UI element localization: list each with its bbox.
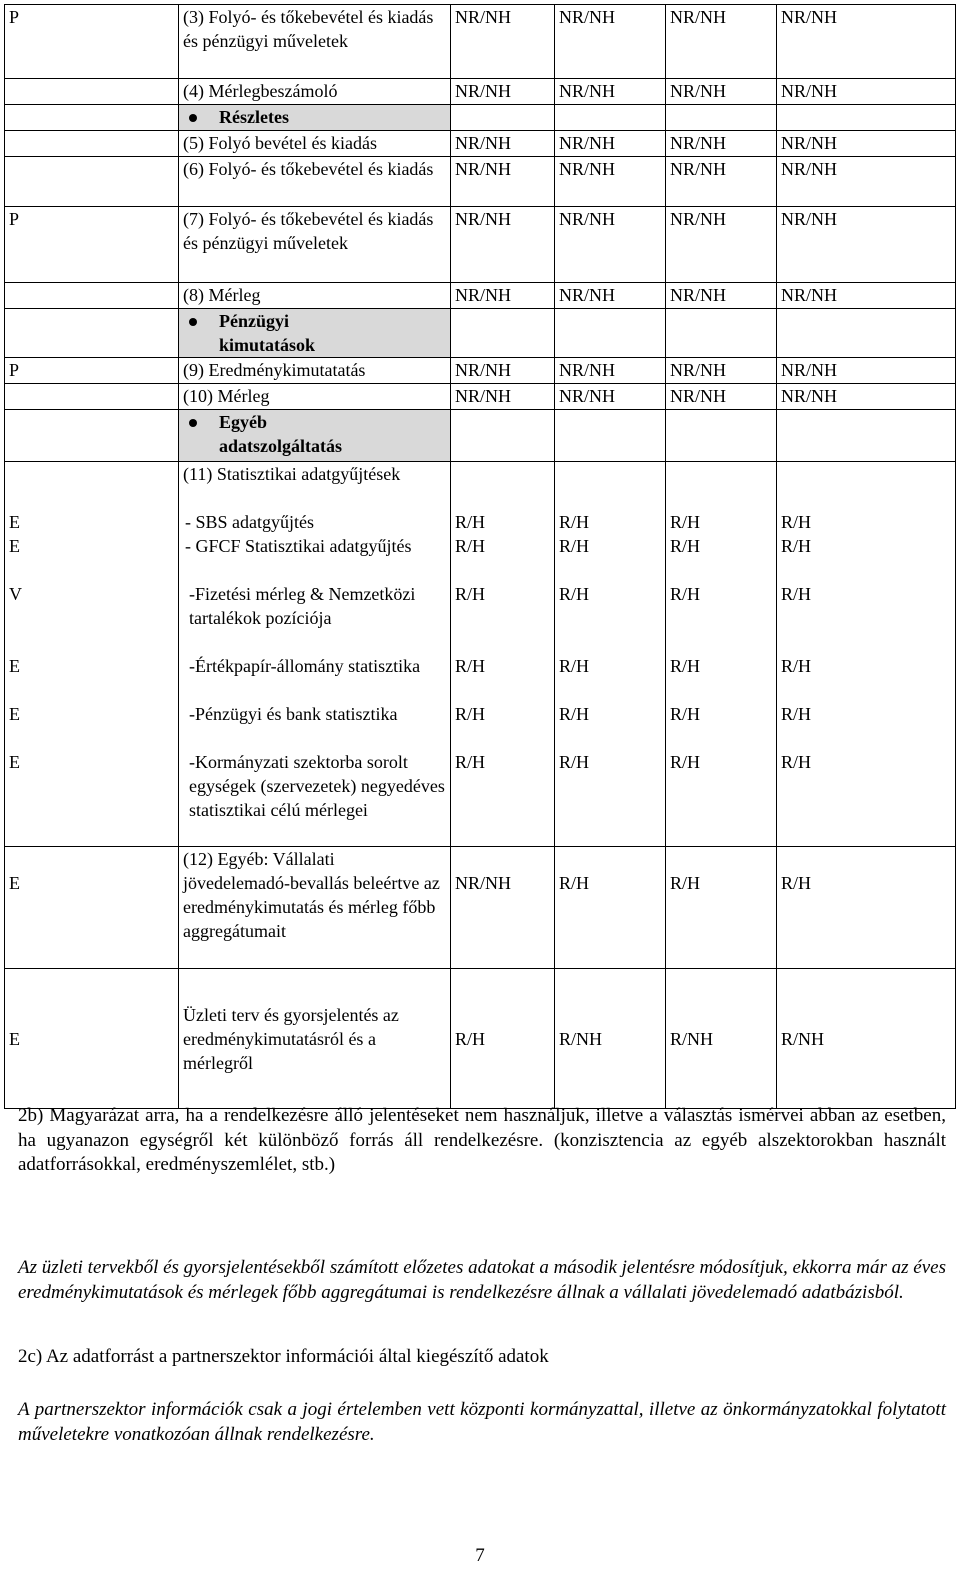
value-label: R/H — [455, 656, 486, 676]
statistics-item-label: -Fizetési mérleg & Nemzetközi tartalékok pozíciója — [189, 584, 416, 628]
paragraph-2b: 2b) Magyarázat arra, ha a rendelkezésre álló jelentéseket nem használjuk, illetve a választás ismérvei abban az esetben, ha ugyanazon egységről két különböző forrás áll rendelkezésre. (konzisztencia az egyéb alszektorokban használt adatforrásokkal, eredményszemlélet, stb.) — [18, 1105, 946, 1175]
value-cell: NR/NH — [666, 358, 777, 384]
value-cell: R/H — [451, 969, 555, 1109]
value-cell: NR/NH — [777, 157, 956, 207]
value-cell: NR/NH — [777, 207, 956, 283]
value-label: R/H — [559, 656, 590, 676]
value-cell: NR/NH — [451, 283, 555, 309]
table-row — [5, 207, 956, 283]
empty-cell — [451, 105, 555, 131]
section-header-cell — [179, 105, 451, 131]
value-label: R/H — [559, 752, 590, 772]
value-label: R/H — [670, 704, 701, 724]
value-cell: NR/NH — [451, 131, 555, 157]
value-cell: NR/NH — [451, 847, 555, 969]
section-header-label: Részletes — [219, 107, 289, 127]
value-cell: NR/NH — [666, 384, 777, 410]
value-cell: NR/NH — [777, 384, 956, 410]
statistics-block-title: (11) Statisztikai adatgyűjtések — [183, 464, 401, 484]
flag-cell — [5, 462, 179, 847]
value-cell: NR/NH — [666, 131, 777, 157]
empty-cell — [666, 410, 777, 462]
value-label: R/H — [559, 704, 590, 724]
label-cell: Üzleti terv és gyorsjelentés az eredménykimutatásról és a mérlegről — [179, 969, 451, 1109]
empty-cell — [555, 105, 666, 131]
value-label: R/H — [781, 752, 812, 772]
flag-cell — [5, 157, 179, 207]
flag-cell: P — [5, 358, 179, 384]
value-cell — [555, 462, 666, 847]
label-cell: (7) Folyó- és tőkebevétel és kiadás és pénzügyi műveletek — [179, 207, 451, 283]
flag-cell — [5, 105, 179, 131]
value-label: R/H — [670, 752, 701, 772]
table-row — [5, 358, 956, 384]
spacer — [559, 462, 661, 510]
value-label: R/H — [781, 512, 812, 532]
flag-cell — [5, 79, 179, 105]
section-header-cell — [179, 410, 451, 462]
flag-cell: P — [5, 5, 179, 79]
table-row — [5, 5, 956, 79]
value-cell — [777, 462, 956, 847]
section-header-label: Egyéb adatszolgáltatás — [219, 412, 342, 456]
value-cell — [451, 462, 555, 847]
value-cell: NR/NH — [555, 79, 666, 105]
flag-label: E — [9, 704, 20, 724]
value-cell: NR/NH — [666, 283, 777, 309]
value-cell: NR/NH — [555, 384, 666, 410]
label-cell: (12) Egyéb: Vállalati jövedelemadó-bevallás beleértve az eredménykimutatás és mérleg főbb aggregátumait — [179, 847, 451, 969]
value-cell: NR/NH — [777, 5, 956, 79]
section-header-row — [5, 309, 956, 358]
section-header-cell — [179, 309, 451, 358]
empty-cell — [777, 410, 956, 462]
paragraph-2c: 2c) Az adatforrást a partnerszektor információi által kiegészítő adatok — [18, 1346, 549, 1367]
empty-cell — [555, 309, 666, 358]
value-cell: NR/NH — [666, 207, 777, 283]
label-cell: (4) Mérlegbeszámoló — [179, 79, 451, 105]
value-label: R/H — [455, 584, 486, 604]
empty-cell — [777, 105, 956, 131]
flag-cell — [5, 384, 179, 410]
value-cell: R/H — [555, 847, 666, 969]
value-cell: NR/NH — [555, 207, 666, 283]
flag-label: E — [9, 536, 20, 556]
value-cell: NR/NH — [555, 358, 666, 384]
value-cell: NR/NH — [451, 384, 555, 410]
value-cell: NR/NH — [451, 5, 555, 79]
statistics-item-label: - GFCF Statisztikai adatgyűjtés — [185, 536, 412, 556]
value-cell: NR/NH — [555, 283, 666, 309]
flag-label: V — [9, 584, 22, 604]
value-cell: NR/NH — [777, 131, 956, 157]
value-cell: NR/NH — [555, 157, 666, 207]
value-label: R/H — [559, 512, 590, 532]
value-label: R/H — [455, 512, 486, 532]
section-header-row — [5, 410, 956, 462]
value-label: R/H — [670, 536, 701, 556]
value-label: R/H — [670, 512, 701, 532]
source-table — [4, 4, 956, 1109]
spacer — [455, 462, 550, 510]
flag-label: E — [9, 656, 20, 676]
flag-label: E — [9, 512, 20, 532]
empty-cell — [451, 410, 555, 462]
value-label: R/H — [670, 656, 701, 676]
value-cell: NR/NH — [777, 283, 956, 309]
label-cell: (10) Mérleg — [179, 384, 451, 410]
table-row — [5, 969, 956, 1109]
spacer — [670, 462, 772, 510]
value-label: R/H — [559, 536, 590, 556]
value-cell: NR/NH — [777, 79, 956, 105]
label-cell: (8) Mérleg — [179, 283, 451, 309]
empty-cell — [777, 309, 956, 358]
value-cell: NR/NH — [451, 207, 555, 283]
section-header-label: Pénzügyi kimutatások — [219, 311, 316, 355]
value-label: R/H — [455, 704, 486, 724]
statistics-item-label: -Értékpapír-állomány statisztika — [189, 656, 421, 676]
value-cell: R/NH — [666, 969, 777, 1109]
value-cell: NR/NH — [451, 79, 555, 105]
section-header-row — [5, 105, 956, 131]
table-row — [5, 847, 956, 969]
table-row — [5, 131, 956, 157]
value-cell: NR/NH — [666, 157, 777, 207]
empty-cell — [555, 410, 666, 462]
value-label: R/H — [781, 656, 812, 676]
value-cell: R/H — [666, 847, 777, 969]
flag-cell: E — [5, 969, 179, 1109]
flag-cell — [5, 131, 179, 157]
value-label: R/H — [781, 584, 812, 604]
statistics-item-label: - SBS adatgyűjtés — [185, 512, 314, 532]
spacer — [781, 462, 951, 510]
value-cell — [666, 462, 777, 847]
label-cell: (6) Folyó- és tőkebevétel és kiadás — [179, 157, 451, 207]
spacer — [9, 462, 174, 510]
value-cell: NR/NH — [777, 358, 956, 384]
empty-cell — [666, 105, 777, 131]
page-number: 7 — [475, 1545, 485, 1566]
statistics-item-label: -Pénzügyi és bank statisztika — [189, 704, 398, 724]
value-label: R/H — [455, 536, 486, 556]
value-cell: NR/NH — [555, 5, 666, 79]
value-label: R/H — [455, 752, 486, 772]
value-cell: NR/NH — [451, 358, 555, 384]
paragraph-2b-answer: Az üzleti tervekből és gyorsjelentésekből számított előzetes adatokat a második jelentésre módosítjuk, ekkorra már az éves eredménykimutatások és mérlegek főbb aggregátumai is rendelkezésre állnak a vállalati jövedelemadó adatbázisból. — [18, 1257, 946, 1303]
flag-cell — [5, 309, 179, 358]
value-cell: R/NH — [777, 969, 956, 1109]
table-row — [5, 79, 956, 105]
bullet-icon — [189, 318, 197, 326]
table-row — [5, 384, 956, 410]
value-cell: NR/NH — [451, 157, 555, 207]
value-label: R/H — [670, 584, 701, 604]
bullet-icon — [189, 419, 197, 427]
flag-cell: P — [5, 207, 179, 283]
table-row — [5, 157, 956, 207]
value-cell: R/H — [777, 847, 956, 969]
label-cell: (9) Eredménykimutatatás — [179, 358, 451, 384]
empty-cell — [451, 309, 555, 358]
flag-label: E — [9, 752, 20, 772]
value-cell: R/NH — [555, 969, 666, 1109]
bullet-icon — [189, 114, 197, 122]
statistics-block-row — [5, 462, 956, 847]
value-cell: NR/NH — [555, 131, 666, 157]
value-cell: NR/NH — [666, 5, 777, 79]
table-row — [5, 283, 956, 309]
value-label: R/H — [781, 536, 812, 556]
statistics-item-label: -Kormányzati szektorba sorolt egységek (szervezetek) negyedéves statisztikai célú mérlegei — [189, 752, 445, 820]
value-label: R/H — [781, 704, 812, 724]
paragraph-2c-answer: A partnerszektor információk csak a jogi értelemben vett központi kormányzattal, illetve az önkormányzatokkal folytatott műveletekre vonatkozóan állnak rendelkezésre. — [18, 1399, 946, 1445]
flag-cell: E — [5, 847, 179, 969]
value-cell: NR/NH — [666, 79, 777, 105]
label-cell: (3) Folyó- és tőkebevétel és kiadás és pénzügyi műveletek — [179, 5, 451, 79]
empty-cell — [666, 309, 777, 358]
flag-cell — [5, 410, 179, 462]
source-table-body — [5, 5, 956, 1109]
flag-cell — [5, 283, 179, 309]
label-cell: (5) Folyó bevétel és kiadás — [179, 131, 451, 157]
value-label: R/H — [559, 584, 590, 604]
label-cell — [179, 462, 451, 847]
